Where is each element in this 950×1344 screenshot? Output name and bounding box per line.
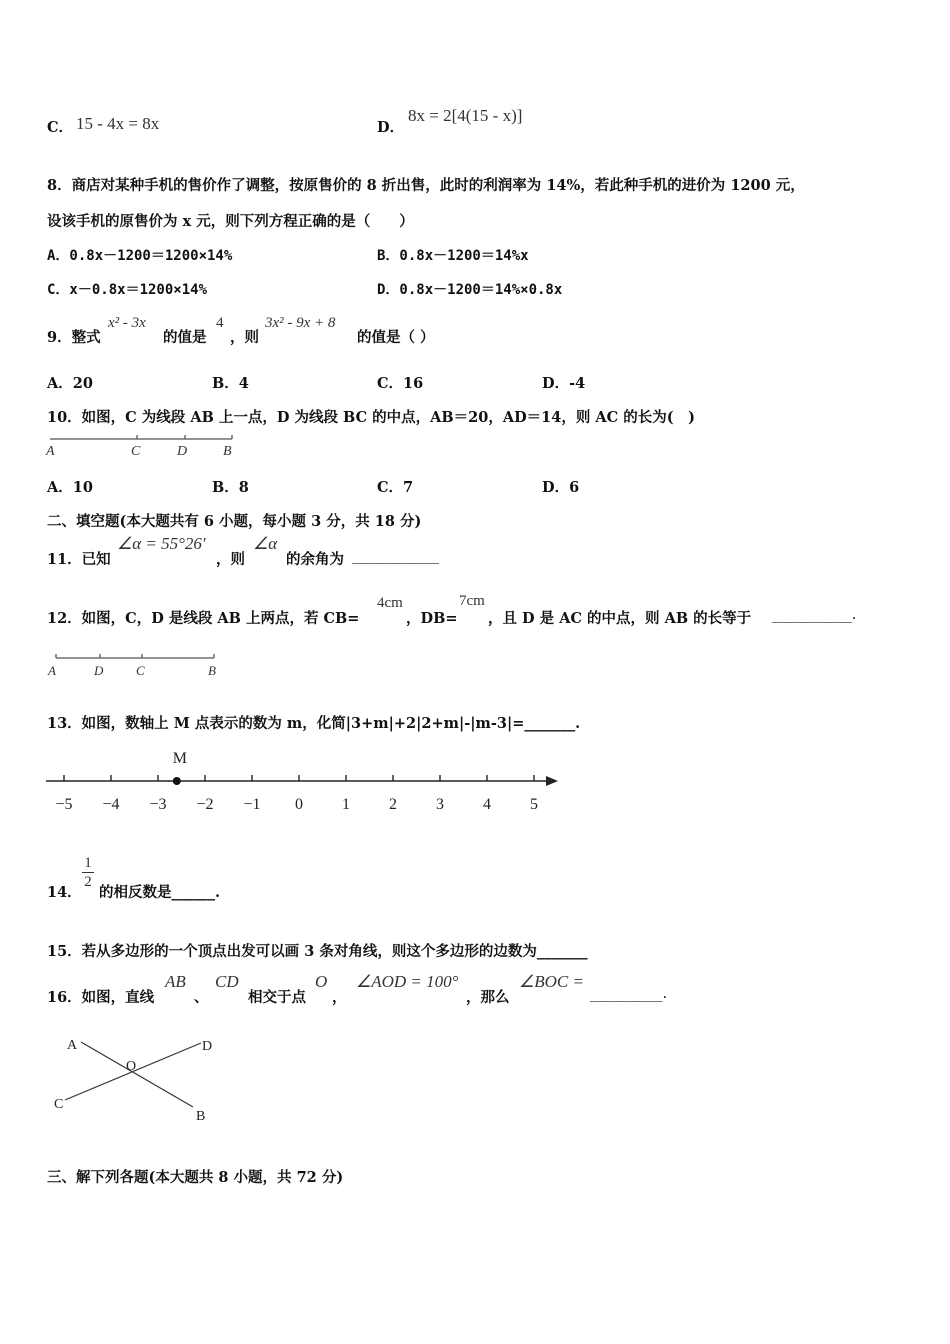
q16-stem-part4: ，那么	[466, 989, 510, 1006]
q10-option-b: B．8	[212, 479, 249, 496]
q9-option-a: A．20	[47, 375, 93, 392]
q12-stem-part1: 12．如图，C，D 是线段 AB 上两点，若 CB=	[47, 610, 360, 627]
q12-segment-figure	[40, 650, 230, 682]
q12-label-d: D	[94, 663, 104, 678]
q13-tick-label: −2	[196, 796, 214, 813]
q8-stem-line1: 8．商店对某种手机的售价作了调整，按原售价的 8 折出售，此时的利润率为 14%，若此种手机的进价为 1200 元，	[47, 177, 805, 194]
q7-option-c-label: C．	[47, 119, 74, 136]
q9-expr2: 3x² - 9x + 8	[265, 315, 336, 331]
q16-fig-label-o: O	[126, 1059, 137, 1074]
section-3-heading: 三、解下列各题(本大题共 8 小题，共 72 分)	[47, 1169, 344, 1186]
q8-option-a: A．0.8x－1200＝1200×14%	[47, 248, 233, 264]
q15-stem: 15．若从多边形的一个顶点出发可以画 3 条对角线，则这个多边形的边数为_______	[47, 943, 588, 960]
q16-point-o: O	[315, 972, 328, 991]
q13-tick-label: 2	[389, 796, 397, 813]
q11-stem-part3: 的余角为	[286, 551, 344, 568]
q16-stem-part2: 相交于点	[248, 989, 306, 1006]
q10-label-a: A	[46, 444, 55, 459]
q8-stem-line2: 设该手机的原售价为 x 元，则下列方程正确的是（ ）	[47, 213, 414, 230]
q16-fig-label-d: D	[202, 1039, 213, 1054]
q9-stem-part3: ，则	[230, 329, 259, 346]
q13-axis-arrow	[546, 776, 558, 786]
q10-label-d: D	[177, 444, 188, 459]
q10-label-c: C	[131, 444, 141, 459]
q12-stem-part2: ，DB=	[406, 610, 458, 627]
q14-stem-part2: 的相反数是______.	[99, 884, 221, 901]
q14-fraction-numerator: 1	[84, 855, 92, 871]
q13-tick-label: 4	[483, 796, 491, 813]
q16-angle-aod: ∠AOD = 100°	[356, 972, 459, 991]
q13-tick-label: 3	[436, 796, 444, 813]
q13-tick-label: 5	[530, 796, 538, 813]
q16-separator: 、	[194, 989, 209, 1006]
q13-tick-label: −5	[55, 796, 73, 813]
q16-line-ab-drawn	[81, 1042, 193, 1107]
q12-label-a: A	[48, 663, 56, 678]
q9-stem-part4: 的值是（ ）	[357, 329, 435, 346]
q13-stem: 13．如图，数轴上 M 点表示的数为 m，化简|3+m|+2|2+m|-|m-3|=_______.	[47, 715, 581, 732]
q16-fig-label-b: B	[196, 1109, 206, 1124]
q12-label-b: B	[208, 663, 216, 678]
q13-tick-label: −1	[243, 796, 261, 813]
q12-label-c: C	[136, 663, 145, 678]
q16-fig-label-c: C	[54, 1097, 64, 1112]
q13-tick-label: 1	[342, 796, 350, 813]
q10-option-a: A．10	[47, 479, 93, 496]
q9-expr1: x² - 3x	[108, 315, 146, 331]
q13-tick-label: −4	[102, 796, 120, 813]
q8-option-b: B．0.8x－1200＝14%x	[377, 248, 529, 264]
q16-answer-blank: __________.	[590, 986, 668, 1002]
q11-angle: ∠α	[253, 534, 278, 553]
q11-stem-part1: 11．已知	[47, 551, 111, 568]
q10-stem: 10．如图，C 为线段 AB 上一点，D 为线段 BC 的中点，AB＝20，AD＝14，则 AC 的长为( )	[47, 409, 695, 426]
q7-option-d-label: D．	[377, 119, 405, 136]
q9-value: 4	[216, 315, 224, 331]
q14-fraction	[80, 854, 96, 891]
q11-angle-expr: ∠α = 55°26′	[117, 534, 206, 553]
q7-option-d-expr: 8x = 2[4(15 - x)]	[408, 106, 523, 125]
section-2-heading: 二、填空题(本大题共有 6 小题，每小题 3 分，共 18 分)	[47, 513, 422, 530]
q11-stem-part2: ，则	[216, 551, 245, 568]
q9-option-d: D．-4	[542, 375, 586, 392]
q13-point-m	[173, 777, 181, 785]
q10-label-b: B	[223, 444, 232, 459]
q16-line-cd: CD	[215, 972, 239, 991]
q16-stem-part1: 16．如图，直线	[47, 989, 155, 1006]
q12-stem-part3: ，且 D 是 AC 的中点，则 AB 的长等于	[488, 610, 752, 627]
q8-option-c: C．x－0.8x＝1200×14%	[47, 282, 208, 298]
q10-segment-figure	[40, 430, 250, 460]
q7-option-c-expr: 15 - 4x = 8x	[76, 114, 160, 133]
q13-tick-label: 0	[295, 796, 303, 813]
q12-db-length: 7cm	[459, 593, 485, 609]
q10-option-c: C．7	[377, 479, 414, 496]
q16-intersecting-lines-figure	[45, 1030, 235, 1130]
q9-option-c: C．16	[377, 375, 424, 392]
q14-fraction-denominator: 2	[84, 874, 92, 890]
q14-stem-part1: 14．	[47, 884, 82, 901]
q11-answer-blank: ____________	[352, 548, 439, 564]
q16-line-ab: AB	[165, 972, 186, 991]
q10-option-d: D．6	[542, 479, 580, 496]
q13-point-m-label: M	[172, 750, 188, 767]
q9-option-b: B．4	[212, 375, 249, 392]
q12-answer-blank: ___________.	[772, 607, 857, 623]
q12-cb-length: 4cm	[377, 595, 403, 611]
q16-angle-boc: ∠BOC =	[519, 972, 584, 991]
q8-option-d: D．0.8x－1200＝14%×0.8x	[377, 282, 563, 298]
q13-tick-label: −3	[149, 796, 167, 813]
q16-fig-label-a: A	[67, 1038, 78, 1053]
q16-stem-part3: ，	[332, 989, 347, 1006]
q9-stem-part1: 9．整式	[47, 329, 101, 346]
q9-stem-part2: 的值是	[163, 329, 207, 346]
q13-number-line	[40, 745, 570, 820]
